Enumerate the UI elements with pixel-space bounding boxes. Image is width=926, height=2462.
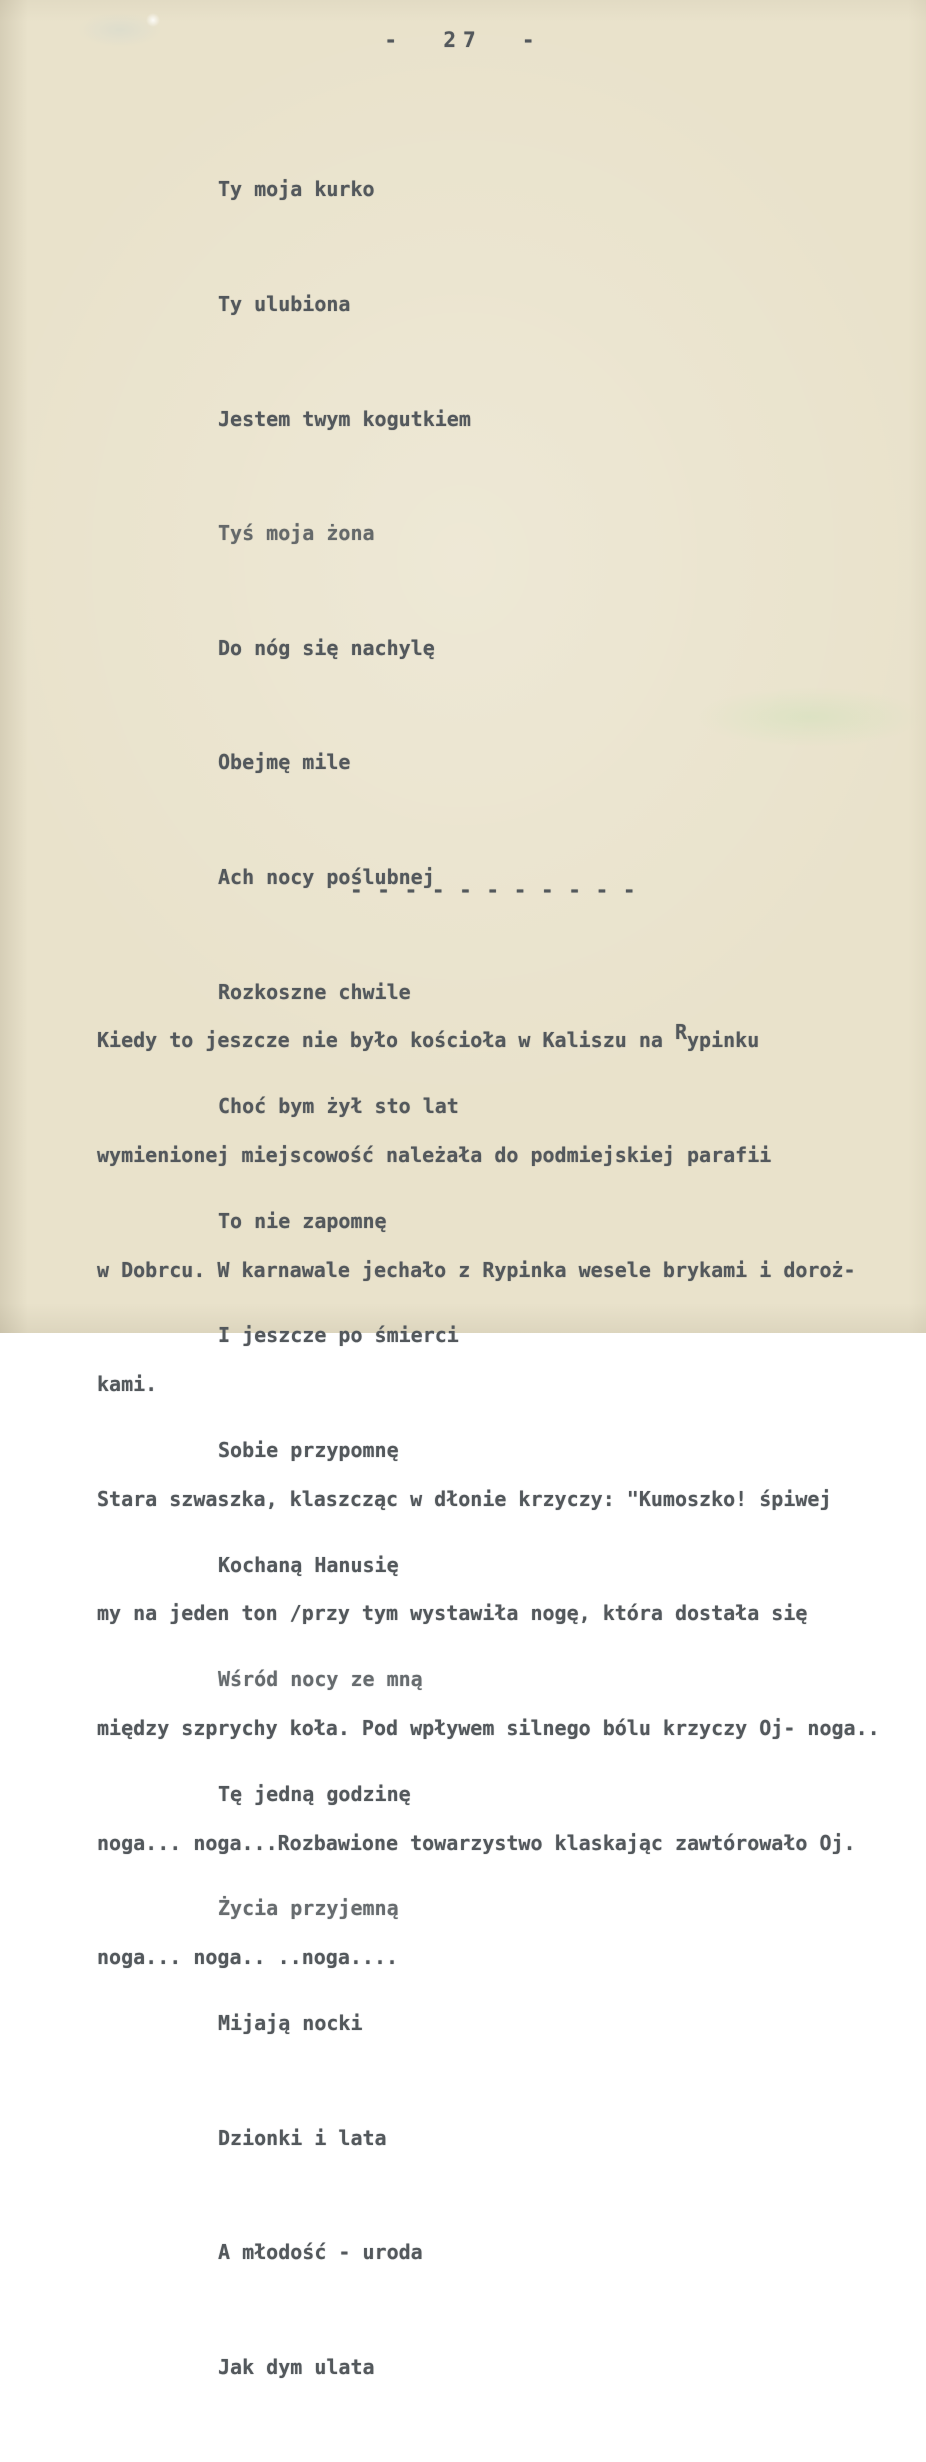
- dashed-separator: - - - - - - - - - - -: [350, 878, 637, 902]
- poem-line: Ach nocy poślubnej: [218, 864, 435, 889]
- prose-line-1-pre: Kiedy to jeszcze nie było kościoła w Kaliszu na: [97, 1028, 675, 1053]
- poem-line: Tyś moja żona: [218, 521, 375, 546]
- prose-line: my na jeden ton /przy tym wystawiła nogę, która dostała się: [97, 1601, 808, 1626]
- poem-line: Rozkoszne chwile: [218, 979, 411, 1004]
- poem-line: Dzionki i lata: [218, 2125, 387, 2150]
- poem-line: I jeszcze po śmierci: [218, 1323, 459, 1348]
- poem-line: Życia przyjemną: [218, 1896, 399, 1921]
- prose-line: Stara szwaszka, klaszcząc w dłonie krzyczy: "Kumoszko! śpiwej: [97, 1486, 832, 1511]
- prose-line: noga... noga.. ..noga....: [97, 1945, 399, 1970]
- prose-line: wymienionej miejscowość należała do podmiejskiej parafii: [97, 1143, 772, 1167]
- prose-line-1-post: ypinku: [687, 1028, 760, 1053]
- poem-line: Do nóg się nachylę: [218, 635, 435, 660]
- prose-line: [97, 1021, 880, 1059]
- poem-line: Sobie przypomnę: [218, 1437, 399, 1462]
- poem-line: Obejmę mile: [218, 750, 351, 775]
- poem-line: Jak dym ulata: [218, 2354, 375, 2379]
- page-number: - 27 -: [384, 28, 542, 52]
- poem-line: Choć bym żył sto lat: [218, 1094, 459, 1119]
- prose-line: w Dobrcu. W karnawale jechało z Rypinka wesele brykami i doroż-: [97, 1257, 856, 1282]
- poem-line: Tę jedną godzinę: [218, 1781, 411, 1806]
- poem-line: A młodość - uroda: [218, 2240, 423, 2265]
- poem-line: Mijają nocki: [218, 2010, 363, 2035]
- poem-line: Jestem twym kogutkiem: [218, 406, 471, 431]
- prose-line: kami.: [97, 1372, 158, 1397]
- poem-line: Ty moja kurko: [218, 177, 375, 202]
- prose-line: między szprychy koła. Pod wpływem silnego bólu krzyczy Oj- noga..: [97, 1715, 880, 1740]
- prose-line: noga... noga...Rozbawione towarzystwo klaskając zawtórowało Oj.: [97, 1830, 856, 1855]
- poem-line: Ty ulubiona: [218, 292, 351, 316]
- prose-block: [97, 945, 880, 2053]
- superscript-r: R: [674, 1020, 688, 1045]
- poem-line: Kochaną Hanusię: [218, 1552, 399, 1577]
- poem-line: Wśród nocy ze mną: [218, 1667, 423, 1692]
- poem-line: To nie zapomnę: [218, 1208, 387, 1233]
